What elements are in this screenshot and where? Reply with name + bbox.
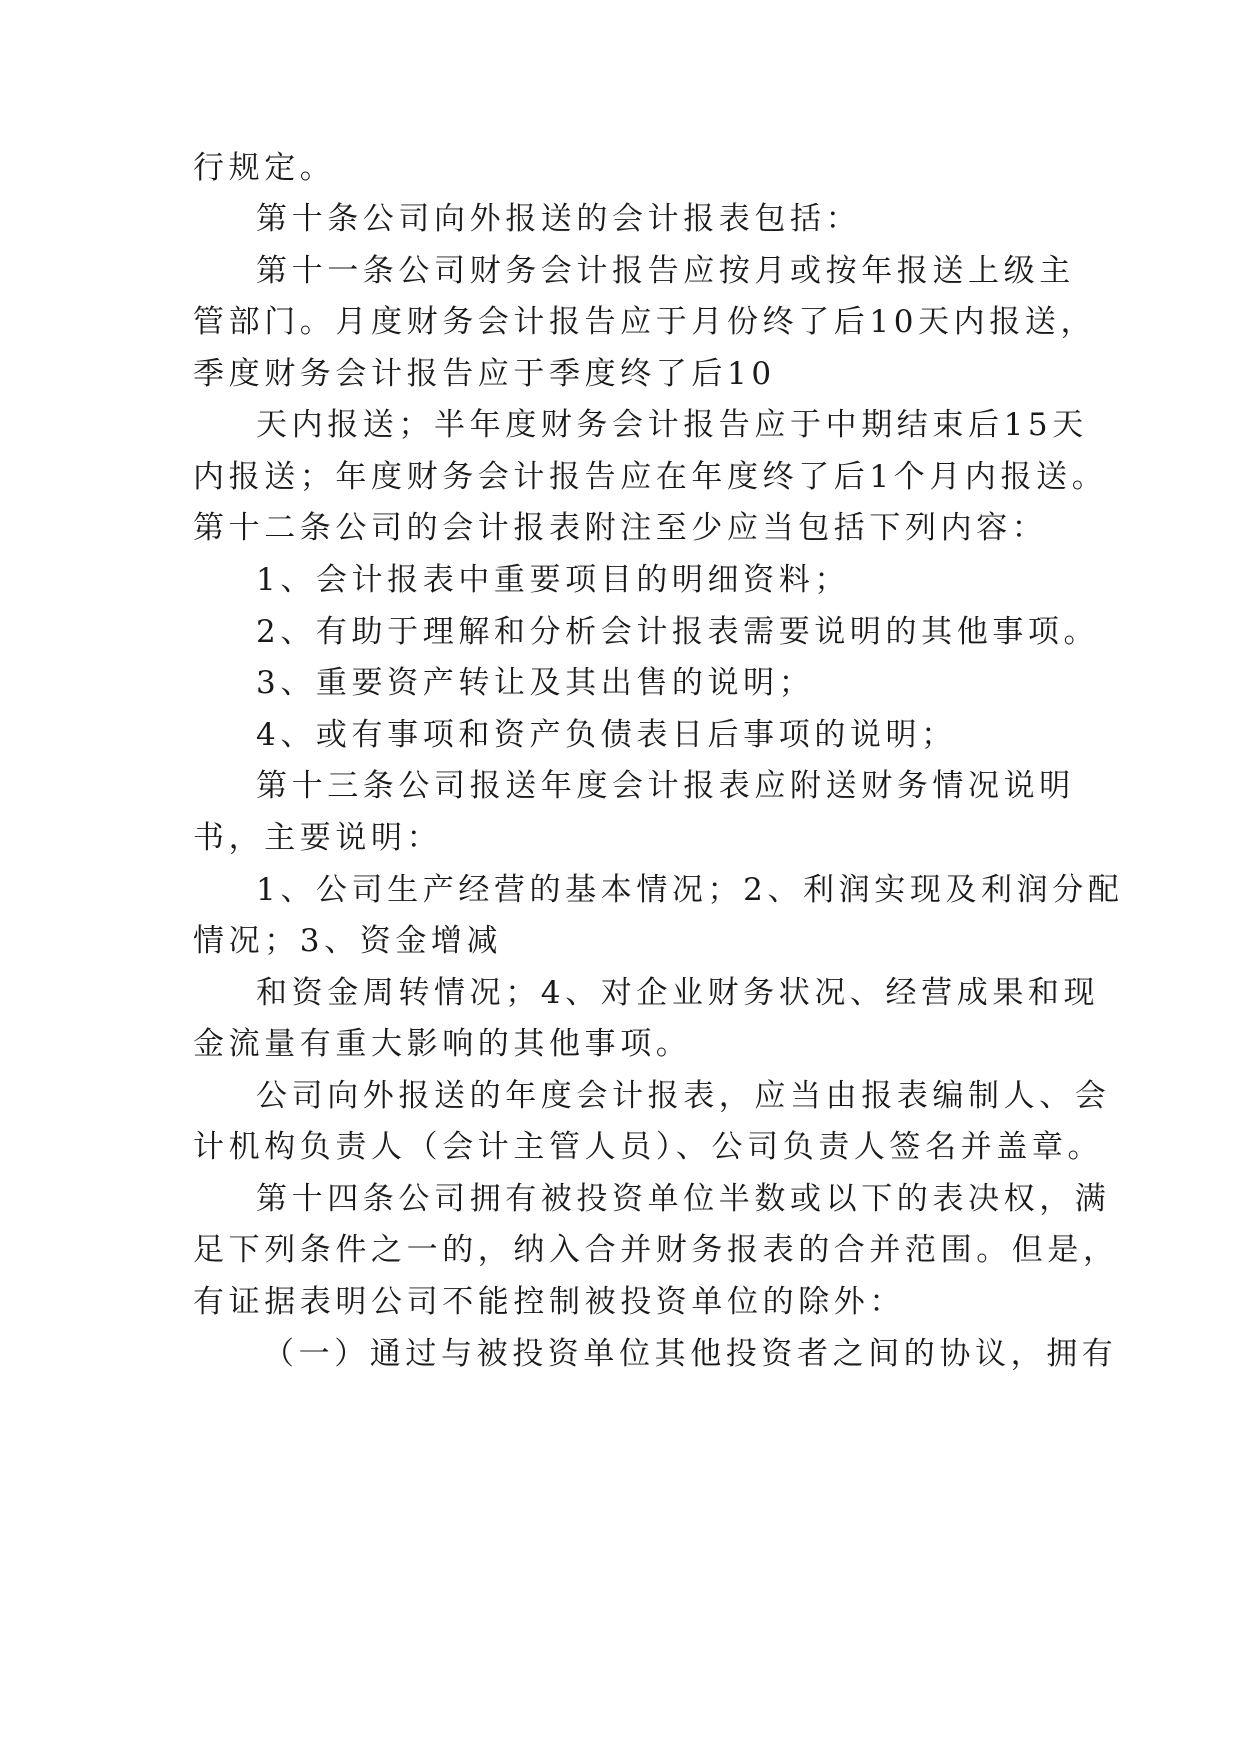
text-line: 4、或有事项和资产负债表日后事项的说明；: [256, 717, 957, 753]
text-line: 第十条公司向外报送的会计报表包括：: [256, 201, 862, 237]
text-line: 2、有助于理解和分析会计报表需要说明的其他事项。: [256, 614, 1100, 650]
text-line: 天内报送；半年度财务会计报告应于中期结束后15天: [256, 407, 1088, 443]
text-line: 1、公司生产经营的基本情况；2、利润实现及利润分配: [256, 872, 1124, 908]
text-line: 第十三条公司报送年度会计报表应附送财务情况说明: [256, 768, 1075, 804]
text-line: 内报送；年度财务会计报告应在年度终了后1个月内报送。: [193, 459, 1108, 495]
text-line: 有证据表明公司不能控制被投资单位的除外：: [193, 1284, 905, 1320]
text-line: （一）通过与被投资单位其他投资者之间的协议，拥有: [263, 1336, 1118, 1372]
text-line: 行规定。: [193, 150, 336, 186]
text-line: 公司向外报送的年度会计报表，应当由报表编制人、会: [256, 1078, 1111, 1114]
text-line: 第十二条公司的会计报表附注至少应当包括下列内容：: [193, 510, 1048, 546]
text-line: 足下列条件之一的，纳入合并财务报表的合并范围。但是，: [193, 1232, 1119, 1268]
text-line: 情况；3、资金增减: [193, 923, 503, 959]
text-line: 第十四条公司拥有被投资单位半数或以下的表决权，满: [256, 1181, 1111, 1217]
text-line: 金流量有重大影响的其他事项。: [193, 1026, 692, 1062]
text-line: 季度财务会计报告应于季度终了后10: [193, 356, 776, 392]
text-line: 第十一条公司财务会计报告应按月或按年报送上级主: [256, 253, 1075, 289]
text-line: 书，主要说明：: [193, 820, 443, 856]
text-line: 和资金周转情况；4、对企业财务状况、经营成果和现: [256, 975, 1100, 1011]
text-line: 计机构负责人（会计主管人员）、公司负责人签名并盖章。: [193, 1129, 1104, 1165]
text-line: 管部门。月度财务会计报告应于月份终了后10天内报送，: [193, 304, 1097, 340]
text-line: 1、会计报表中重要项目的明细资料；: [256, 562, 850, 598]
text-line: 3、重要资产转让及其出售的说明；: [256, 665, 815, 701]
